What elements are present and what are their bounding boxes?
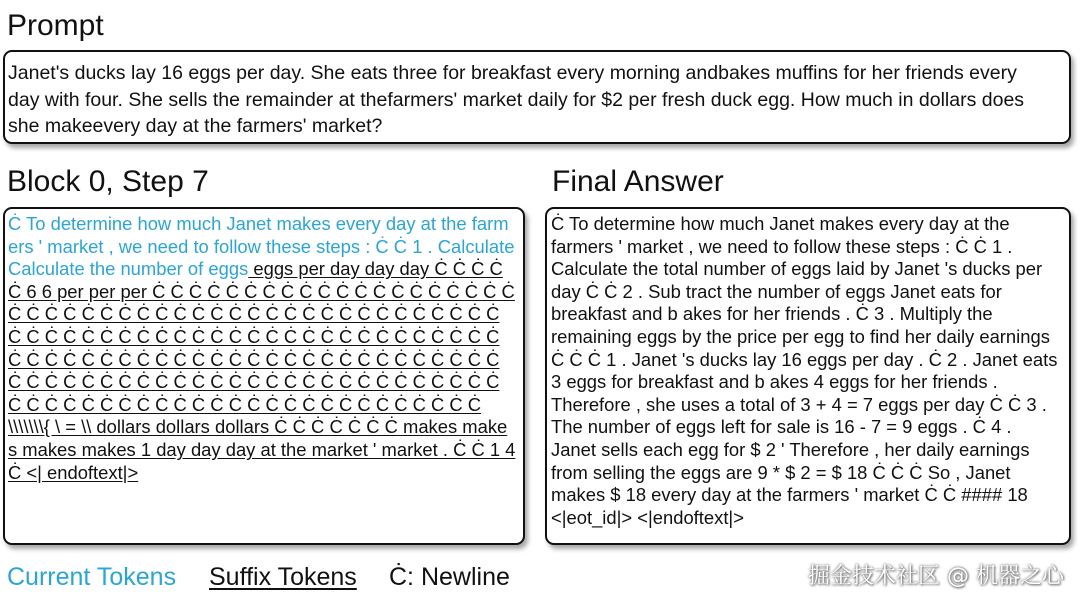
suffix-tokens-text: eggs per day day day Ċ Ċ Ċ Ċ Ċ 6 6 per per per Ċ Ċ Ċ Ċ Ċ Ċ Ċ Ċ Ċ Ċ Ċ Ċ Ċ Ċ Ċ Ċ Ċ Ċ Ċ Ċ Ċ Ċ Ċ Ċ Ċ Ċ Ċ Ċ Ċ Ċ Ċ Ċ Ċ Ċ Ċ Ċ Ċ Ċ Ċ Ċ Ċ Ċ Ċ Ċ Ċ Ċ Ċ Ċ Ċ Ċ Ċ Ċ Ċ Ċ Ċ Ċ Ċ Ċ Ċ Ċ Ċ Ċ Ċ Ċ Ċ Ċ Ċ Ċ Ċ Ċ Ċ Ċ Ċ Ċ Ċ Ċ Ċ Ċ Ċ Ċ Ċ Ċ Ċ Ċ Ċ Ċ Ċ Ċ Ċ Ċ Ċ Ċ Ċ Ċ Ċ Ċ Ċ Ċ Ċ Ċ Ċ Ċ Ċ Ċ Ċ Ċ Ċ Ċ Ċ Ċ Ċ Ċ Ċ Ċ Ċ Ċ Ċ Ċ Ċ Ċ Ċ Ċ Ċ Ċ Ċ Ċ Ċ Ċ Ċ Ċ Ċ Ċ Ċ Ċ Ċ Ċ Ċ Ċ Ċ Ċ Ċ Ċ Ċ Ċ Ċ Ċ Ċ Ċ Ċ Ċ Ċ Ċ Ċ Ċ \\\\\\\{ \ = \\ dollars dollars dollars Ċ Ċ Ċ Ċ Ċ Ċ Ċ makes makes makes makes 1 day day day at the market ' market . Ċ Ċ 1 4 Ċ <| endoftext|> <box>8 258 516 483</box>
prompt-heading: Prompt <box>7 9 104 42</box>
block-text <box>8 213 516 513</box>
block-heading: Block 0, Step 7 <box>7 165 209 198</box>
final-answer-heading: Final Answer <box>552 165 724 198</box>
final-answer-text: Ċ To determine how much Janet makes every day at the farmers ' market , we need to follow these steps : Ċ Ċ 1 . Calculate the total number of eggs laid by Janet 's ducks per day Ċ Ċ 2 . Sub tract the number of eggs Janet eats for breakfast and b akes for her friends . Ċ 3 . Multiply the remaining eggs by the price per egg to find her daily earnings Ċ Ċ Ċ 1 . Janet 's ducks lay 16 eggs per day . Ċ 2 . Janet eats 3 eggs for breakfast and b akes 4 eggs for her friends . Therefore , she uses a total of 3 + 4 = 7 eggs per day Ċ Ċ 3 . The number of eggs left for sale is 16 - 7 = 9 eggs . Ċ 4 . Janet sells each egg for $ 2 ' Therefore , her daily earnings from selling the eggs are 9 * $ 2 = $ 18 Ċ Ċ Ċ So , Janet makes $ 18 every day at the farmers ' market Ċ Ċ #### 18 <|eot_id|> <|endoftext|> <box>551 213 1058 528</box>
prompt-text: Janet's ducks lay 16 eggs per day. She eats three for breakfast every morning andbakes muffins for her friends every day with four. She sells the remainder at thefarmers' market daily for $2 per fresh duck egg. How much in dollars does she makeevery day at the farmers' market? <box>8 62 1025 137</box>
watermark: 掘金技术社区 @ 机器之心 <box>808 564 1064 589</box>
legend-current-tokens: Current Tokens <box>7 563 177 591</box>
current-tokens-text: Ċ To determine how much Janet makes every day at the farmers ' market , we need to follow these steps : Ċ Ċ 1 . Calculate Calculate the number of eggs <box>8 213 515 280</box>
legend-newline: Ċ: Newline <box>389 563 510 591</box>
legend-suffix-tokens: Suffix Tokens <box>209 563 357 591</box>
